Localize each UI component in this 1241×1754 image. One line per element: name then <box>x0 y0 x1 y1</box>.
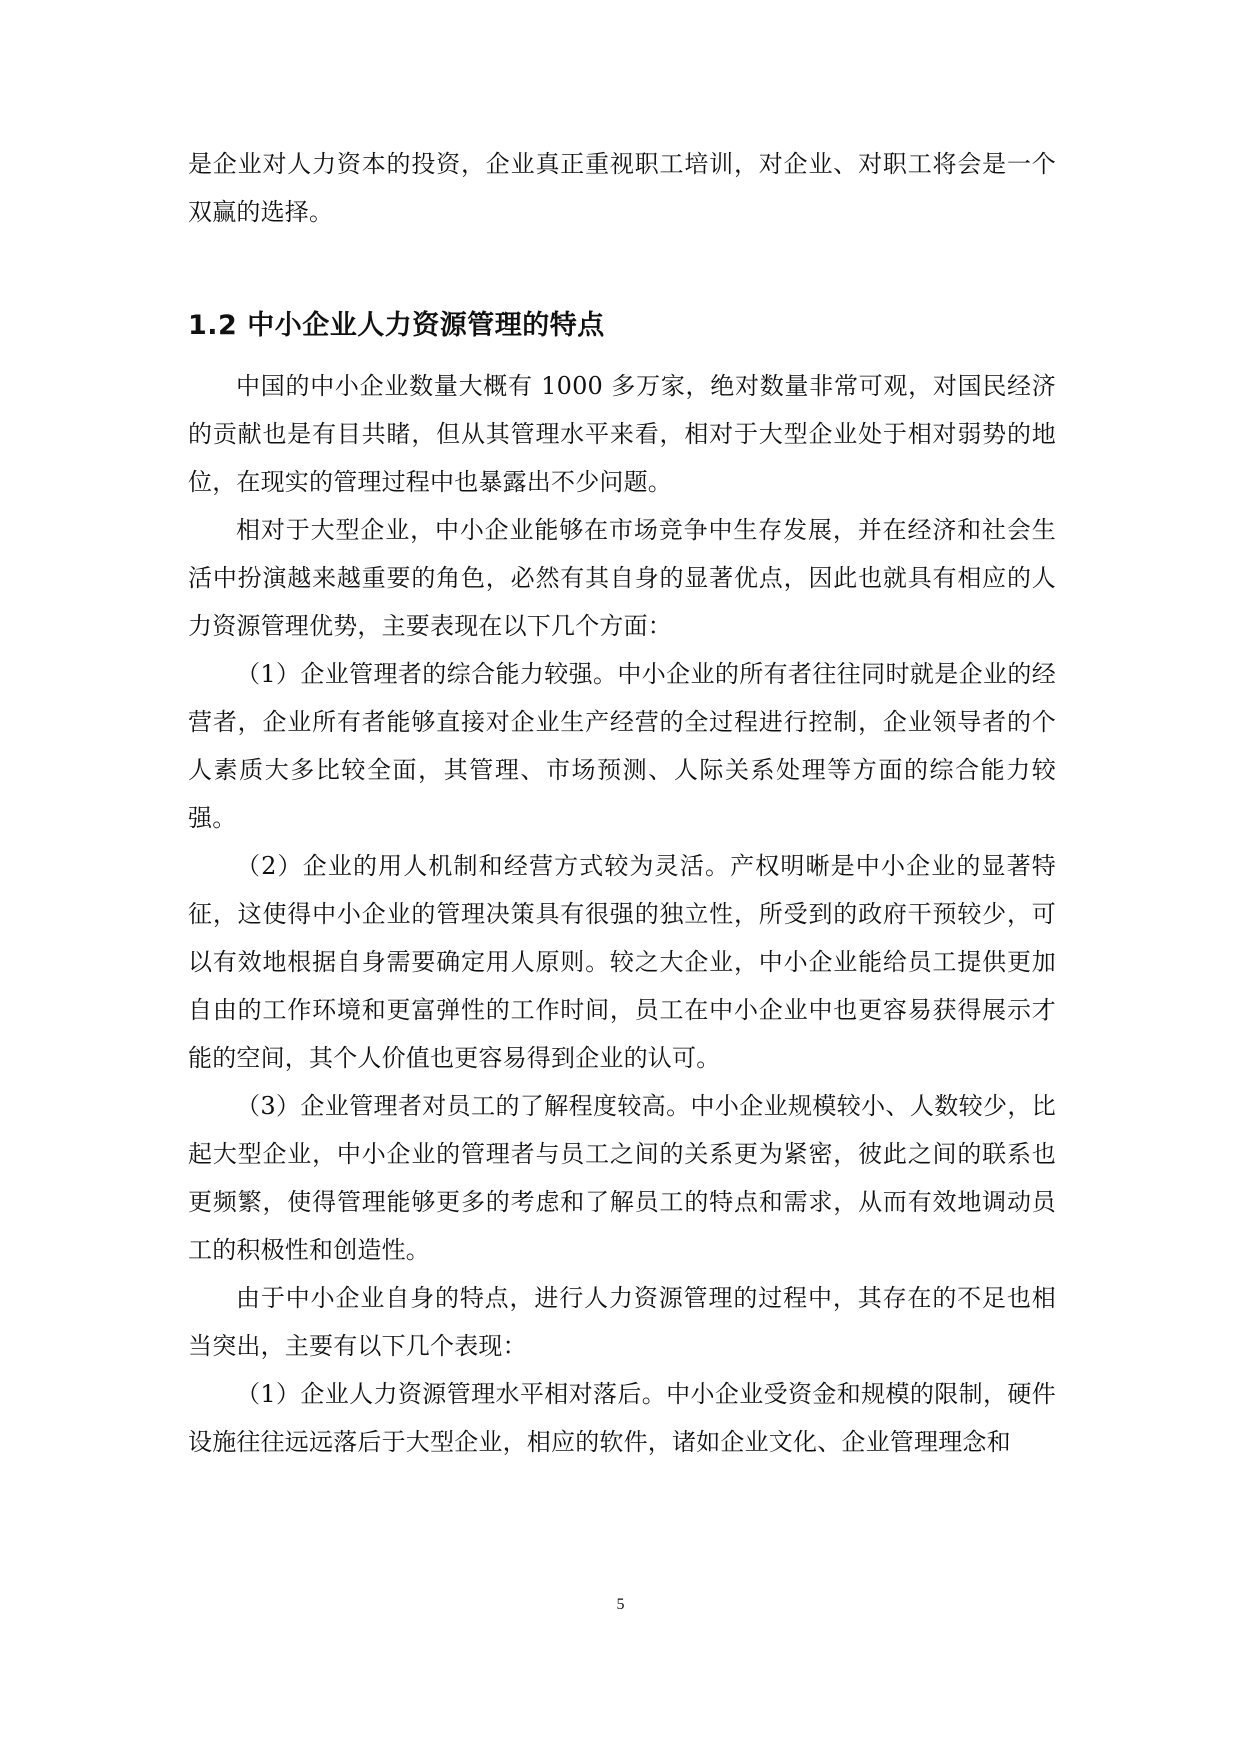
paragraph-shortcoming-1: （1）企业人力资源管理水平相对落后。中小企业受资金和规模的限制，硬件设施往往远远落后于大型企业，相应的软件，诸如企业文化、企业管理理念和 <box>188 1380 1056 1456</box>
paragraph-overview: 中国的中小企业数量大概有 1000 多万家，绝对数量非常可观，对国民经济的贡献也是有目共睹，但从其管理水平来看，相对于大型企业处于相对弱势的地位，在现实的管理过程中也暴露出不少问题。 <box>188 372 1056 496</box>
paragraph-advantage-2: （2）企业的用人机制和经营方式较为灵活。产权明晰是中小企业的显著特征，这使得中小企业的管理决策具有很强的独立性，所受到的政府干预较少，可以有效地根据自身需要确定用人原则。较之大企业，中小企业能给员工提供更加自由的工作环境和更富弹性的工作时间，员工在中小企业中也更容易获得展示才能的空间，其个人价值也更容易得到企业的认可。 <box>188 852 1056 1072</box>
document-page <box>188 140 1056 1466</box>
page-number: 5 <box>616 1596 625 1613</box>
paragraph-advantage-3: （3）企业管理者对员工的了解程度较高。中小企业规模较小、人数较少，比起大型企业，中小企业的管理者与员工之间的关系更为紧密，彼此之间的联系也更频繁，使得管理能够更多的考虑和了解员工的特点和需求，从而有效地调动员工的积极性和创造性。 <box>188 1092 1056 1264</box>
section-heading: 1.2 中小企业人力资源管理的特点 <box>188 310 605 341</box>
paragraph-shortcomings-intro: 由于中小企业自身的特点，进行人力资源管理的过程中，其存在的不足也相当突出，主要有以下几个表现： <box>188 1284 1056 1360</box>
continuation-paragraph: 是企业对人力资本的投资，企业真正重视职工培训，对企业、对职工将会是一个双赢的选择。 <box>188 150 1056 226</box>
paragraph-advantages-intro: 相对于大型企业，中小企业能够在市场竞争中生存发展，并在经济和社会生活中扮演越来越重要的角色，必然有其自身的显著优点，因此也就具有相应的人力资源管理优势，主要表现在以下几个方面： <box>188 516 1056 640</box>
paragraph-advantage-1: （1）企业管理者的综合能力较强。中小企业的所有者往往同时就是企业的经营者，企业所有者能够直接对企业生产经营的全过程进行控制，企业领导者的个人素质大多比较全面，其管理、市场预测、人际关系处理等方面的综合能力较强。 <box>188 660 1056 832</box>
